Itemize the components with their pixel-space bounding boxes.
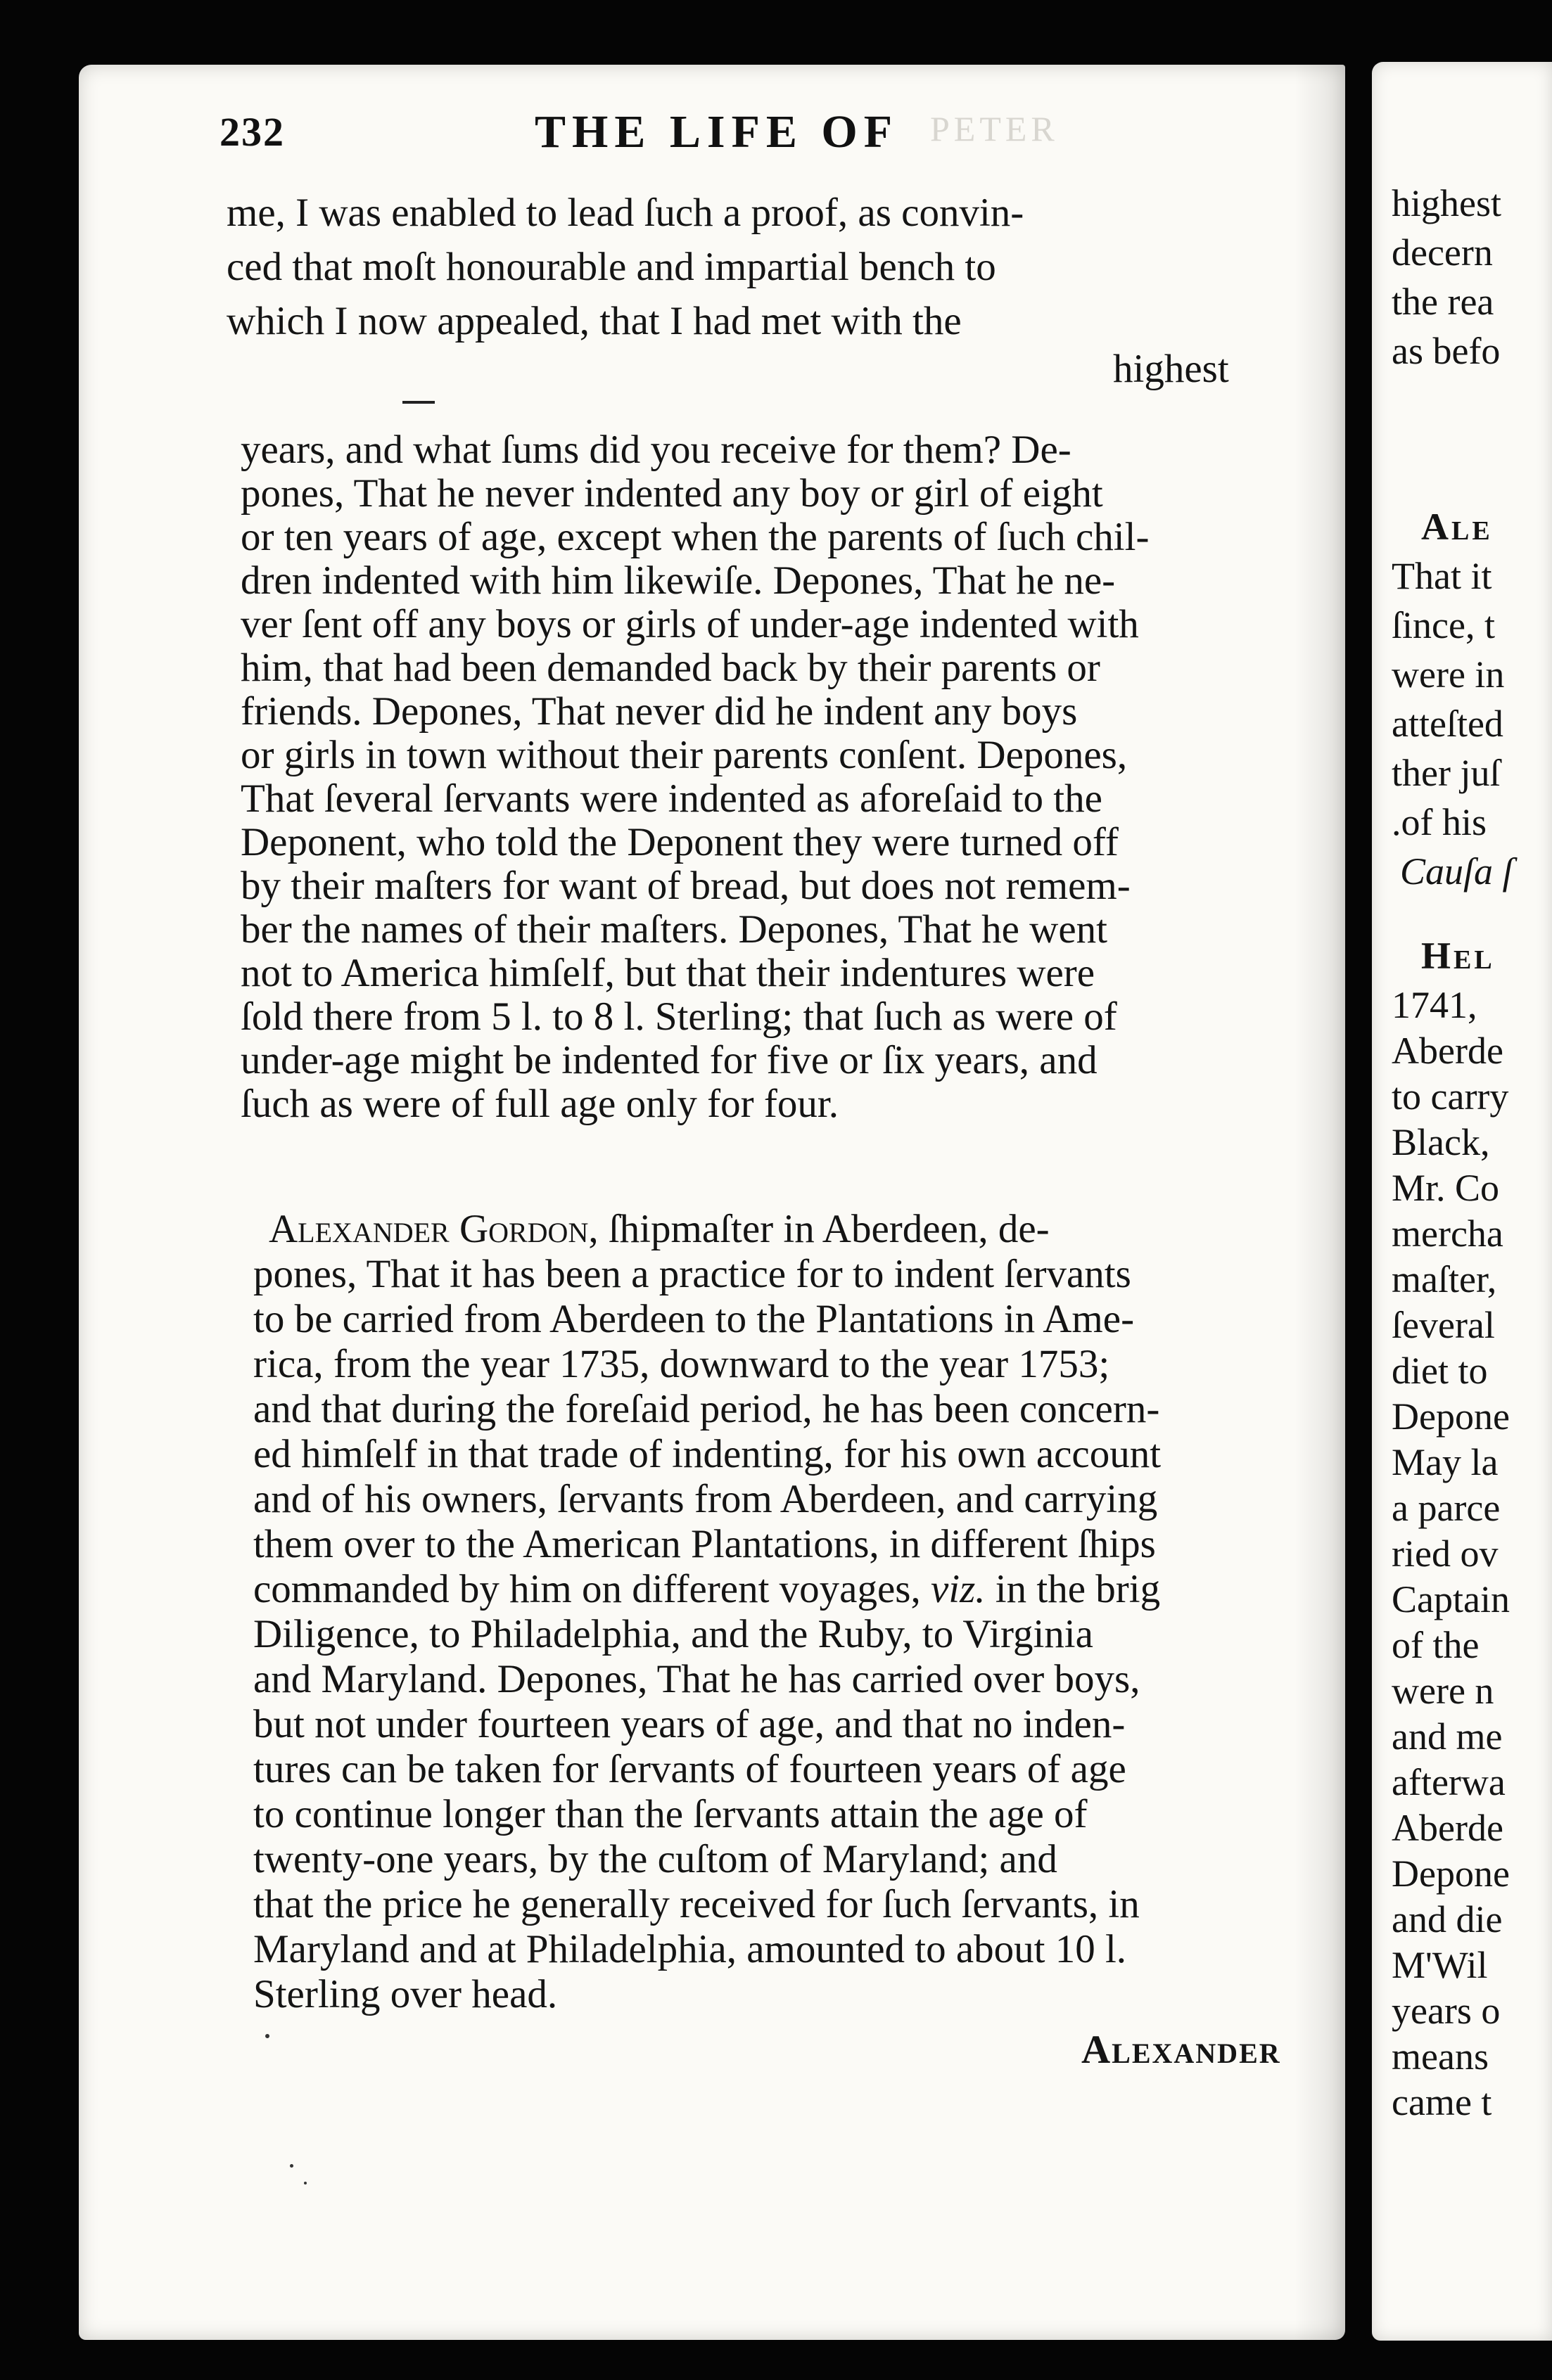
- text-line: [269, 1206, 1050, 1252]
- text-line: were n: [1392, 1670, 1494, 1712]
- text-line: by their maſters for want of bread, but does not remem-: [241, 864, 1131, 908]
- text-line: afterwa: [1392, 1761, 1506, 1803]
- text-line: ced that moſt honourable and impartial bench to: [227, 245, 996, 289]
- text-line: to continue longer than the ſervants attain the age of: [253, 1792, 1088, 1836]
- text-line: highest: [1392, 182, 1501, 224]
- text-line: came t: [1392, 2081, 1492, 2123]
- text-line: but not under fourteen years of age, and that no inden-: [253, 1702, 1126, 1746]
- text-line: twenty-one years, by the cuſtom of Maryland; and: [253, 1837, 1057, 1881]
- text-line: and die: [1392, 1898, 1503, 1940]
- deponent-name: Ale: [1421, 506, 1493, 548]
- left-page: [79, 65, 1345, 2340]
- text-line: Deponent, who told the Deponent they were turned off: [241, 820, 1119, 864]
- text-line: ver ſent off any boys or girls of under-age indented with: [241, 602, 1139, 646]
- text-line: Maryland and at Philadelphia, amounted to about 10 l.: [253, 1927, 1127, 1971]
- latin-phrase: Cauſa ſ: [1400, 850, 1513, 892]
- viz-italic: viz.: [930, 1567, 986, 1611]
- text-line: atteſted: [1392, 703, 1503, 745]
- text-segment: ſhipmaſter in Aberdeen, de-: [608, 1207, 1050, 1251]
- text-line: dren indented with him likewiſe. Depones, That he ne-: [241, 558, 1116, 603]
- text-line: ried ov: [1392, 1533, 1499, 1575]
- text-line: M'Wil: [1392, 1944, 1488, 1986]
- gutter-shadow: [1295, 65, 1345, 2340]
- text-line: of the: [1392, 1624, 1480, 1666]
- text-line: ſeveral: [1392, 1304, 1495, 1346]
- text-line: [253, 1566, 1160, 1612]
- text-line: May la: [1392, 1441, 1499, 1483]
- text-line: .of his: [1392, 801, 1487, 843]
- text-line: Depone: [1392, 1853, 1510, 1895]
- text-line: Diligence, to Philadelphia, and the Ruby, to Virginia: [253, 1612, 1093, 1656]
- text-line: or girls in town without their parents conſent. Depones,: [241, 733, 1128, 777]
- text-line: were in: [1392, 653, 1505, 696]
- text-line: pones, That he never indented any boy or girl of eight: [241, 471, 1103, 516]
- text-line: not to America himſelf, but that their indentures were: [241, 951, 1095, 995]
- text-line: maſter,: [1392, 1258, 1497, 1300]
- right-page: [1372, 62, 1552, 2341]
- text-line: That it: [1392, 555, 1492, 597]
- text-line: him, that had been demanded back by their parents or: [241, 646, 1100, 690]
- text-line: under-age might be indented for five or ſix years, and: [241, 1038, 1098, 1082]
- ink-speck: [304, 2182, 307, 2184]
- text-line: 1741,: [1392, 984, 1477, 1026]
- final-catchword: Alexander: [1081, 2028, 1281, 2072]
- text-line: friends. Depones, That never did he indent any boys: [241, 689, 1078, 734]
- deponent-name: Alexander Gordon,: [269, 1207, 599, 1251]
- text-line: rica, from the year 1735, downward to the year 1753;: [253, 1342, 1110, 1386]
- text-line: and that during the foreſaid period, he has been concern-: [253, 1387, 1160, 1431]
- text-line: me, I was enabled to lead ſuch a proof, as convin-: [227, 191, 1024, 235]
- text-line: years, and what ſums did you receive for them? De-: [241, 428, 1071, 472]
- text-line: ber the names of their maſters. Depones, That he went: [241, 907, 1107, 952]
- text-line: means: [1392, 2035, 1489, 2078]
- text-line: that the price he generally received for ſuch ſervants, in: [253, 1882, 1140, 1926]
- text-line: Black,: [1392, 1121, 1490, 1163]
- text-line: mercha: [1392, 1213, 1503, 1255]
- catchword: highest: [1113, 347, 1229, 391]
- text-line: as befo: [1392, 330, 1501, 372]
- running-head: THE LIFE OF: [535, 106, 899, 158]
- ink-speck: [265, 2034, 269, 2038]
- bleed-through-text: PETER: [930, 109, 1059, 148]
- text-line: ſold there from 5 l. to 8 l. Sterling; that ſuch as were of: [241, 994, 1117, 1039]
- text-segment: in the brig: [995, 1567, 1161, 1611]
- text-line: tures can be taken for ſervants of fourteen years of age: [253, 1747, 1126, 1791]
- text-line: years o: [1392, 1990, 1501, 2032]
- text-line: decern: [1392, 231, 1493, 274]
- text-line: the rea: [1392, 281, 1494, 323]
- text-line: Aberde: [1392, 1030, 1503, 1072]
- text-line: and Maryland. Depones, That he has carried over boys,: [253, 1657, 1140, 1701]
- text-line: ther juſ: [1392, 752, 1501, 794]
- text-line: them over to the American Plantations, in different ſhips: [253, 1522, 1156, 1566]
- text-line: That ſeveral ſervants were indented as aforeſaid to the: [241, 776, 1102, 821]
- rule-mark: [402, 401, 435, 404]
- text-line: Aberde: [1392, 1807, 1503, 1849]
- text-line: ed himſelf in that trade of indenting, for his own account: [253, 1432, 1162, 1476]
- text-line: and me: [1392, 1715, 1503, 1758]
- text-line: ſuch as were of full age only for four.: [241, 1082, 839, 1126]
- ink-speck: [290, 2164, 293, 2168]
- text-line: diet to: [1392, 1350, 1488, 1392]
- text-line: to be carried from Aberdeen to the Plantations in Ame-: [253, 1297, 1135, 1341]
- text-line: Mr. Co: [1392, 1167, 1500, 1209]
- deponent-name: Hel: [1421, 935, 1495, 977]
- text-line: ſince, t: [1392, 604, 1495, 646]
- text-segment: commanded by him on different voyages,: [253, 1567, 921, 1611]
- text-line: Captain: [1392, 1578, 1510, 1620]
- page-number: 232: [220, 109, 285, 155]
- text-line: or ten years of age, except when the parents of ſuch chil-: [241, 515, 1150, 559]
- text-line: Depone: [1392, 1395, 1510, 1438]
- text-line: and of his owners, ſervants from Aberdeen, and carrying: [253, 1477, 1158, 1521]
- text-line: pones, That it has been a practice for to indent ſervants: [253, 1252, 1131, 1296]
- text-line: Sterling over head.: [253, 1972, 558, 2016]
- text-line: which I now appealed, that I had met with the: [227, 299, 962, 343]
- text-line: to carry: [1392, 1075, 1509, 1118]
- text-line: a parce: [1392, 1487, 1501, 1529]
